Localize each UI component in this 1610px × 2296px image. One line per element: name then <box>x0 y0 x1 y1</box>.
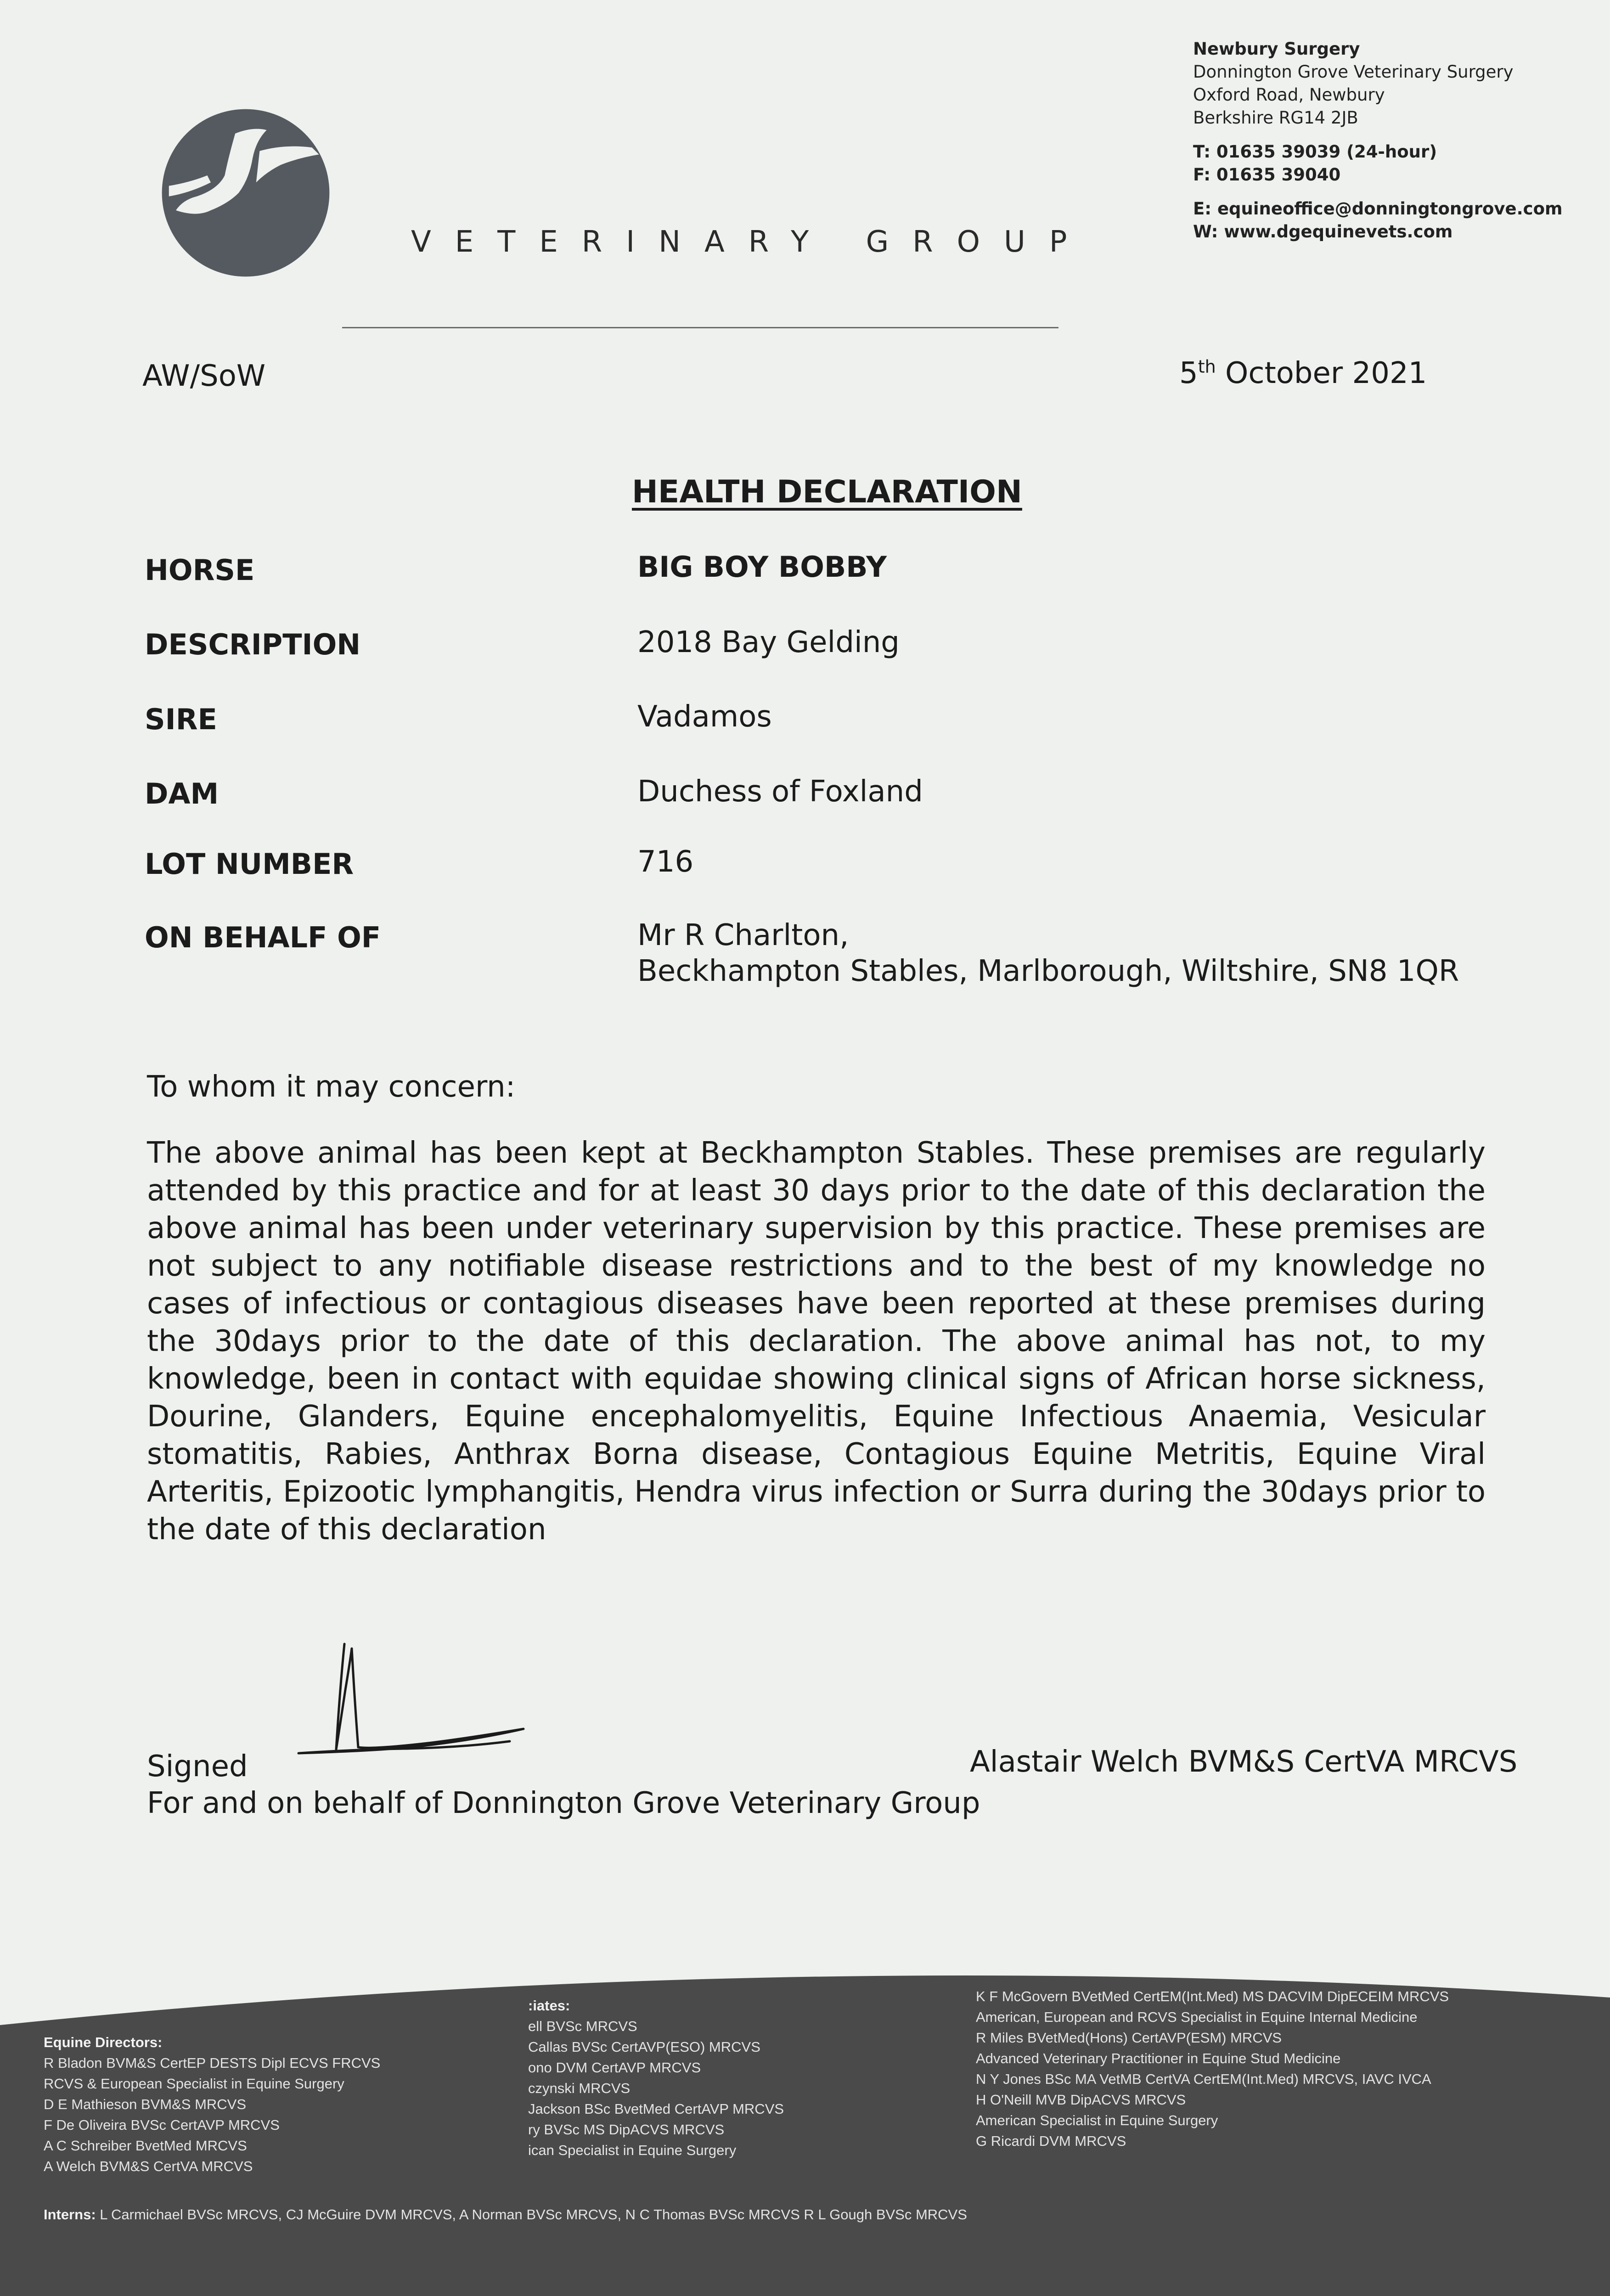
fax: F: 01635 39040 <box>1193 165 1341 185</box>
address-line: Oxford Road, Newbury <box>1193 85 1385 105</box>
website-link[interactable]: W: www.dgequinevets.com <box>1193 222 1453 242</box>
consultant: R Miles BVetMed(Hons) CertAVP(ESM) MRCVS <box>976 2030 1282 2046</box>
field-label-dam: DAM <box>145 777 219 810</box>
associate: ry BVSc MS DipACVS MRCVS <box>528 2122 725 2138</box>
associate: Callas BVSc CertAVP(ESO) MRCVS <box>528 2039 760 2055</box>
field-value-lot-number: 716 <box>637 845 694 879</box>
field-value-sire: Vadamos <box>637 700 772 734</box>
signer-name: Alastair Welch BVM&S CertVA MRCVS <box>970 1745 1518 1779</box>
associates-title: :iates: <box>528 1998 570 2014</box>
consultant: American, European and RCVS Specialist in Equine Internal Medicine <box>976 2009 1418 2025</box>
director: R Bladon BVM&S CertEP DESTS Dipl ECVS FRCVS <box>44 2055 381 2071</box>
contact-block <box>1193 38 1563 243</box>
on-behalf-line: For and on behalf of Donnington Grove Veterinary Group <box>147 1786 980 1820</box>
director: F De Oliveira BVSc CertAVP MRCVS <box>44 2117 280 2133</box>
consultant: American Specialist in Equine Surgery <box>976 2112 1218 2128</box>
associate: Jackson BSc BvetMed CertAVP MRCVS <box>528 2101 784 2117</box>
header-divider <box>342 327 1058 328</box>
document-title: HEALTH DECLARATION <box>632 474 1022 510</box>
telephone: T: 01635 39039 (24-hour) <box>1193 142 1437 162</box>
address-line: Berkshire RG14 2JB <box>1193 108 1358 128</box>
field-value-horse: BIG BOY BOBBY <box>637 550 887 584</box>
field-label-horse: HORSE <box>145 553 255 587</box>
signature <box>294 1635 533 1773</box>
consultant: Advanced Veterinary Practitioner in Equine Stud Medicine <box>976 2050 1341 2066</box>
field-label-on-behalf-of: ON BEHALF OF <box>145 921 381 954</box>
director: A C Schreiber BvetMed MRCVS <box>44 2138 247 2154</box>
group-title: VETERINARY GROUP <box>411 225 1091 259</box>
consultant: N Y Jones BSc MA VetMB CertVA CertEM(Int.Med) MRCVS, IAVC IVCA <box>976 2071 1431 2087</box>
interns-line: Interns: L Carmichael BVSc MRCVS, CJ McGuire DVM MRCVS, A Norman BVSc MRCVS, N C Thomas BVSc MRCVS R L Gough BVSc MRCVS <box>44 2206 967 2223</box>
field-value-description: 2018 Bay Gelding <box>637 625 900 659</box>
email-link[interactable]: E: equineoffice@donningtongrove.com <box>1193 199 1563 219</box>
associate: ican Specialist in Equine Surgery <box>528 2142 737 2158</box>
greeting: To whom it may concern: <box>147 1070 516 1104</box>
field-value-on-behalf-of: Mr R Charlton, Beckhampton Stables, Marlborough, Wiltshire, SN8 1QR <box>637 918 1459 988</box>
letter-date: 5th October 2021 <box>1179 356 1427 390</box>
signed-label: Signed <box>147 1750 248 1784</box>
director: D E Mathieson BVM&S MRCVS <box>44 2096 247 2112</box>
director: A Welch BVM&S CertVA MRCVS <box>44 2158 253 2174</box>
field-value-dam: Duchess of Foxland <box>637 775 923 809</box>
consultant: G Ricardi DVM MRCVS <box>976 2133 1126 2149</box>
associate: ell BVSc MRCVS <box>528 2018 637 2034</box>
directors-list <box>44 2032 380 2177</box>
reference-code: AW/SoW <box>142 359 266 393</box>
practice-logo <box>158 106 333 280</box>
field-label-lot-number: LOT NUMBER <box>145 847 354 881</box>
directors-title: Equine Directors: <box>44 2034 163 2050</box>
associate: czynski MRCVS <box>528 2080 630 2096</box>
associate: ono DVM CertAVP MRCVS <box>528 2060 701 2076</box>
consultant: K F McGovern BVetMed CertEM(Int.Med) MS DACVIM DipECEIM MRCVS <box>976 1988 1449 2004</box>
consultant: H O'Neill MVB DipACVS MRCVS <box>976 2092 1186 2108</box>
field-label-description: DESCRIPTION <box>145 628 361 661</box>
consultants-list <box>976 1986 1449 2151</box>
director: RCVS & European Specialist in Equine Surgery <box>44 2076 344 2092</box>
declaration-body: The above animal has been kept at Beckhampton Stables. These premises are regularly attended by this practice and for at least 30 days prior to the date of this declaration the above animal has been under veterinary supervision by this practice. These premises are not subject to any notifiable disease restrictions and to the best of my knowledge no cases of infectious or contagious diseases have been reported at these premises during the 30days prior to the date of this declaration. The above animal has not, to my knowledge, been in contact with equidae showing clinical signs of African horse sickness, Dourine, Glanders, Equine encephalomyelitis, Equine Infectious Anaemia, Vesicular stomatitis, Rabies, Anthrax Borna disease, Contagious Equine Metritis, Equine Viral Arteritis, Epizootic lymphangitis, Hendra virus infection or Surra during the 30days prior to the date of this declaration <box>147 1136 1486 1547</box>
surgery-name: Newbury Surgery <box>1193 39 1360 59</box>
field-label-sire: SIRE <box>145 703 217 736</box>
associates-list <box>528 1995 784 2161</box>
address-line: Donnington Grove Veterinary Surgery <box>1193 62 1514 82</box>
